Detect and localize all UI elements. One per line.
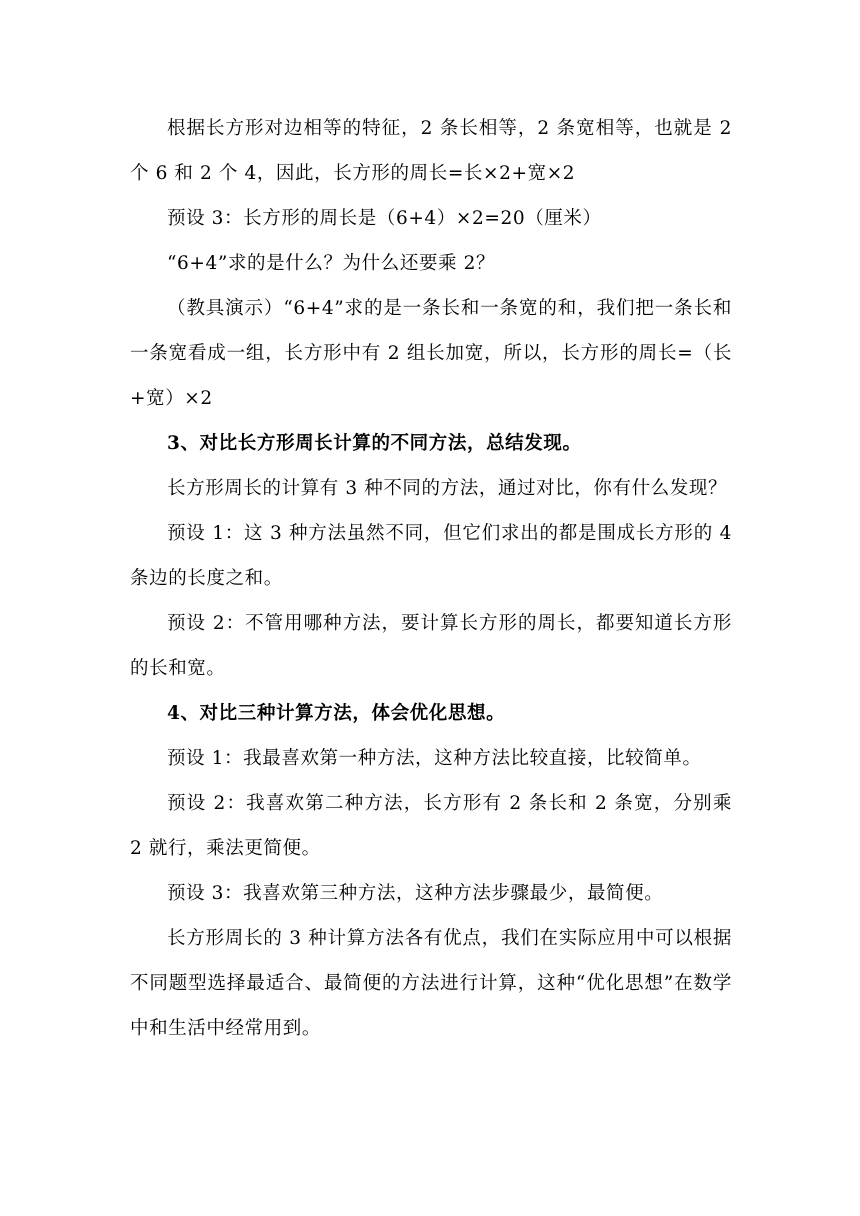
document-body bbox=[130, 106, 732, 1051]
paragraph-question-6-plus-4: “6+4”求的是什么？为什么还要乘 2？ bbox=[167, 253, 496, 274]
paragraph-optimization-summary: 长方形周长的 3 种计算方法各有优点，我们在实际应用中可以根据不同题型选择最适合、最简便的方法进行计算，这种“优化思想”在数学中和生活中经常用到。 bbox=[130, 928, 732, 1039]
paragraph-preset-3-third-method: 预设 3：我喜欢第三种方法，这种方法步骤最少，最简便。 bbox=[167, 883, 664, 904]
paragraph-preset-2-second-method: 预设 2：我喜欢第二种方法，长方形有 2 条长和 2 条宽，分别乘 2 就行，乘法更简便。 bbox=[130, 793, 732, 859]
paragraph-preset-3-formula: 预设 3：长方形的周长是（6+4）×2=20（厘米） bbox=[167, 208, 602, 229]
paragraph-preset-1-sum: 预设 1：这 3 种方法虽然不同，但它们求出的都是围成长方形的 4 条边的长度之和。 bbox=[130, 523, 732, 589]
paragraph-preset-1-first-method: 预设 1：我最喜欢第一种方法，这种方法比较直接，比较简单。 bbox=[167, 748, 702, 769]
paragraph-demo-explanation: （教具演示）“6+4”求的是一条长和一条宽的和，我们把一条长和一条宽看成一组，长方形中有 2 组长加宽，所以，长方形的周长=（长+宽）×2 bbox=[130, 298, 732, 409]
paragraph-perimeter-feature: 根据长方形对边相等的特征，2 条长相等，2 条宽相等，也就是 2 个 6 和 2 个 4，因此，长方形的周长=长×2+宽×2 bbox=[130, 118, 732, 184]
section-heading-4: 4、对比三种计算方法，体会优化思想。 bbox=[167, 703, 506, 724]
section-heading-3: 3、对比长方形周长计算的不同方法，总结发现。 bbox=[167, 433, 582, 454]
paragraph-compare-methods-question: 长方形周长的计算有 3 种不同的方法，通过对比，你有什么发现？ bbox=[167, 478, 728, 499]
paragraph-preset-2-length-width: 预设 2：不管用哪种方法，要计算长方形的周长，都要知道长方形的长和宽。 bbox=[130, 613, 732, 679]
